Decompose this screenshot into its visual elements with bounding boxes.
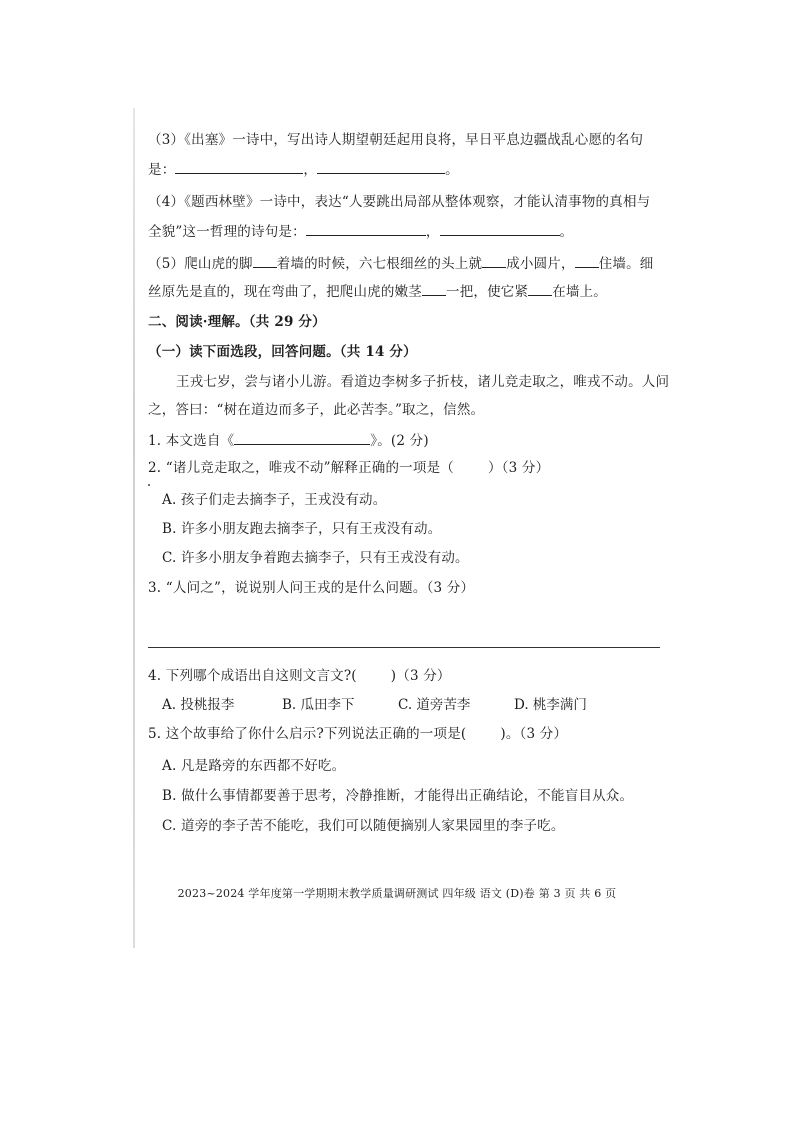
q5-option-c: C. 道旁的李子苦不能吃，我们可以随便摘别人家果园里的李子吃。 (162, 818, 565, 834)
q4-option-a: A. 投桃报李 (162, 697, 235, 713)
q2-option-c: C. 许多小朋友争着跑去摘李子，只有王戎没有动。 (162, 550, 469, 566)
q5-score: )。（3 分） (500, 726, 568, 742)
section2-title: 二、阅读·理解。（共 29 分） (148, 314, 326, 330)
q3-blank-1[interactable] (175, 159, 303, 174)
q2-option-b: B. 许多小朋友跑去摘李子，只有王戎没有动。 (162, 521, 442, 537)
q3-end: 。 (445, 162, 459, 178)
question-4 (148, 666, 658, 686)
q1-score: 》。(2 分) (370, 433, 429, 449)
q4-blank-1[interactable] (306, 221, 426, 236)
q2-option-a: A. 孩子们走去摘李子，王戎没有动。 (162, 492, 387, 508)
q3-text: （3）《出塞》一诗中，写出诗人期望朝廷起用良将，早日平息边疆战乱心愿的名句 (148, 132, 644, 148)
q4-text: （4）《题西林壁》一诗中，表达“人要跳出局部从整体观察，才能认清事物的真相与 (148, 194, 651, 210)
q5-blank-1[interactable] (253, 253, 277, 268)
q5-text-d: 住墙。细 (598, 256, 654, 272)
q4-option-b: B. 瓜田李下 (282, 697, 355, 713)
q5-text: 5. 这个故事给了你什么启示?下列说法正确的一项是( (148, 726, 467, 742)
q4-line1 (148, 192, 658, 212)
passage-line2: 之，答曰：“树在道边而多子，此必苦李。”取之，信然。 (148, 402, 485, 418)
q4-line2 (148, 221, 658, 242)
q4-blank-2[interactable] (440, 221, 560, 236)
q5-text-f: 一把，使它紧 (446, 284, 529, 300)
q4-score: )（3 分） (390, 668, 451, 684)
q4-options (162, 693, 662, 713)
q5-line1 (148, 253, 658, 274)
q1-blank[interactable] (234, 430, 370, 445)
q5-blank-5[interactable] (528, 281, 552, 296)
q5-blank-2[interactable] (482, 253, 506, 268)
q3-prefix: 是： (148, 162, 176, 178)
q3-line2 (148, 159, 658, 180)
q4-end: 。 (559, 224, 574, 240)
q4-sep: ， (425, 224, 440, 240)
q2-score: ）（3 分） (487, 460, 550, 476)
question-5 (148, 724, 658, 744)
page-footer: 2023~2024 学年度第一学期期末教学质量调研测试 四年级 语文 (D)卷 第 3 页 共 6 页 (177, 887, 617, 900)
q5-option-b: B. 做什么事情都要善于思考，冷静推断，才能得出正确结论，不能盲目从众。 (162, 788, 634, 804)
q5-text-e: 丝原先是直的，现在弯曲了，把爬山虎的嫩茎 (148, 284, 422, 300)
scan-speck (148, 484, 150, 486)
q5-text-g: 在墙上。 (552, 284, 608, 300)
question-3: 3. “人问之”，说说别人问王戎的是什么问题。（3 分） (148, 580, 475, 596)
q5-text-a: （5）爬山虎的脚 (148, 256, 253, 272)
q3-answer-line[interactable] (148, 647, 660, 648)
q5-line2 (148, 281, 658, 302)
q5-text-b: 着墙的时候，六七根细丝的头上就 (276, 256, 483, 272)
q5-option-a: A. 凡是路旁的东西都不好吃。 (162, 758, 346, 774)
question-2 (148, 458, 658, 478)
passage-line1: 王戎七岁，尝与诸小儿游。看道边李树多子折枝，诸儿竞走取之，唯戎不动。人问 (176, 374, 670, 390)
q3-blank-2[interactable] (317, 159, 445, 174)
q3-line1 (148, 130, 658, 150)
q5-blank-3[interactable] (575, 253, 599, 268)
q4-option-d: D. 桃李满门 (514, 697, 587, 713)
q2-text: 2. “诸儿竞走取之，唯戎不动”解释正确的一项是（ (148, 460, 454, 476)
q5-text-c: 成小圆片， (506, 256, 575, 272)
question-1 (148, 430, 658, 451)
q4-prefix: 全貌”这一哲理的诗句是： (148, 224, 306, 240)
q4-option-c: C. 道旁苦李 (398, 697, 471, 713)
q5-blank-4[interactable] (422, 281, 446, 296)
part1-title: （一）读下面选段，回答问题。（共 14 分） (148, 344, 417, 360)
q3-sep: ， (303, 162, 318, 178)
q1-text: 1. 本文选自《 (148, 433, 235, 449)
q4-text: 4. 下列哪个成语出自这则文言文?( (148, 668, 357, 684)
